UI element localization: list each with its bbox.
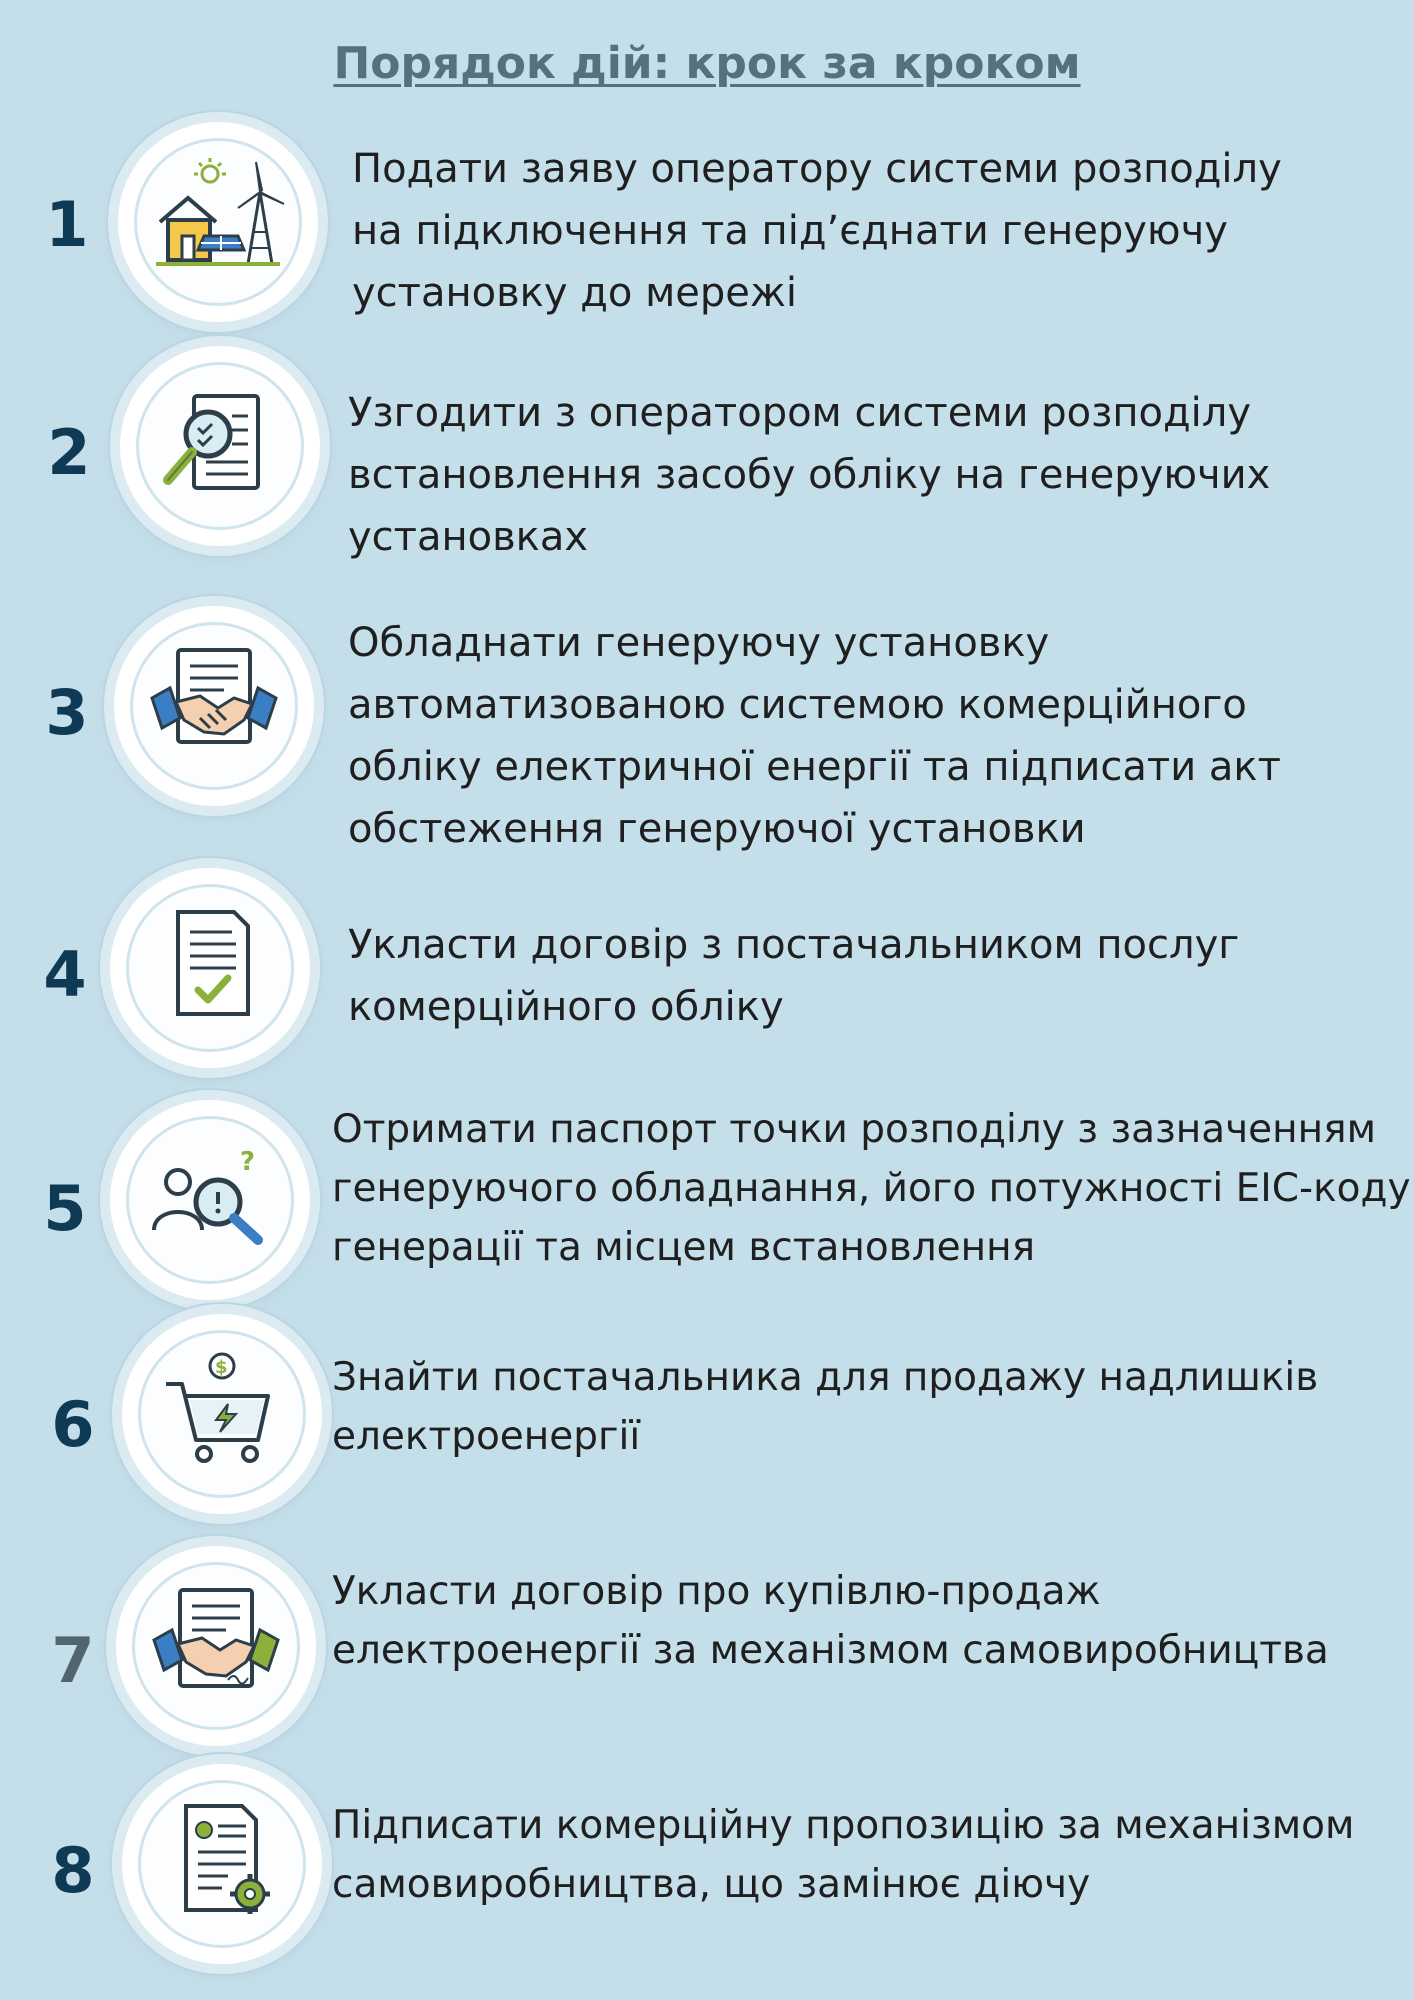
step-text-line: обліку електричної енергії та підписати акт [348, 744, 1281, 790]
step-text-line: генеруючого обладнання, його потужності EIC-коду [332, 1166, 1411, 1211]
step-text-line: Обладнати генеруючу установку [348, 620, 1050, 666]
step-icon-badge [118, 122, 318, 322]
step-text-line: електроенергії [332, 1414, 641, 1459]
step-text-line: установках [348, 514, 589, 560]
step-text-line: Отримати паспорт точки розподілу з зазначенням [332, 1107, 1377, 1152]
document-magnifier-icon [150, 376, 290, 516]
person-search-question-icon [140, 1130, 280, 1270]
document-gear-icon [152, 1794, 292, 1934]
svg-text:$: $ [215, 1357, 228, 1378]
handshake-document-icon [144, 636, 284, 776]
handshake-contract-icon [146, 1576, 286, 1716]
step-icon-badge [110, 1100, 310, 1300]
step-icon-badge [120, 346, 320, 546]
step-text-line: генерації та місцем встановлення [332, 1225, 1036, 1270]
page-title: Порядок дій: крок за кроком [333, 38, 1081, 89]
step-text-line: Знайти постачальника для продажу надлишків [332, 1355, 1319, 1400]
step-text-line: Укласти договір про купівлю-продаж [332, 1569, 1101, 1614]
step-icon-badge [116, 1546, 316, 1746]
step-icon-badge [110, 868, 310, 1068]
step-number: 3 [45, 676, 89, 749]
step-text-line: самовиробництва, що замінює діючу [332, 1862, 1091, 1907]
step-text-line: електроенергії за механізмом самовиробництва [332, 1628, 1329, 1673]
step-text-line: комерційного обліку [348, 984, 784, 1030]
step-number: 6 [51, 1388, 95, 1461]
document-checkmark-icon [140, 898, 280, 1038]
step-text-line: автоматизованою системою комерційного [348, 682, 1247, 728]
solar-house-wind-turbine-icon [148, 152, 288, 292]
step-icon-badge [122, 1764, 322, 1964]
step-number: 7 [51, 1624, 95, 1697]
step-text-line: Укласти договір з постачальником послуг [348, 922, 1240, 968]
step-text-line: Подати заяву оператору системи розподілу [352, 146, 1282, 192]
step-text-line: обстеження генеруючої установки [348, 806, 1086, 852]
step-number: 5 [43, 1172, 87, 1245]
step-text-line: встановлення засобу обліку на генеруючих [348, 452, 1271, 498]
step-number: 8 [51, 1834, 95, 1907]
step-number: 2 [47, 416, 91, 489]
step-text-line: Узгодити з оператором системи розподілу [348, 390, 1251, 436]
step-text-line: на підключення та під’єднати генеруючу [352, 208, 1228, 254]
svg-text:?: ? [240, 1147, 256, 1177]
step-icon-badge [114, 606, 314, 806]
step-number: 4 [43, 938, 87, 1011]
step-number: 1 [45, 188, 89, 261]
step-text-line: Підписати комерційну пропозицію за механізмом [332, 1803, 1355, 1848]
step-text-line: установку до мережі [352, 270, 797, 316]
step-icon-badge [122, 1314, 322, 1514]
cart-energy-dollar-icon [152, 1344, 292, 1484]
